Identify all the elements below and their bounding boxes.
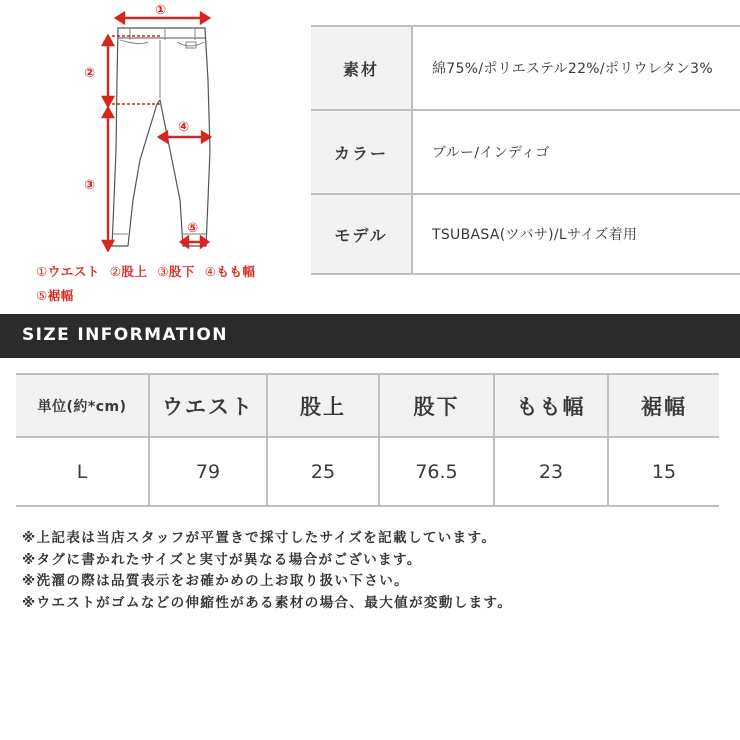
legend-item-thigh: ④もも幅 <box>204 264 256 279</box>
cell-hem: 15 <box>651 460 677 483</box>
header-unit: 単位(約*cm) <box>16 375 150 436</box>
spec-key-model: モデル <box>311 195 413 273</box>
size-information-banner <box>0 314 740 358</box>
header-thigh: もも幅 <box>495 375 609 436</box>
size-table <box>16 373 719 507</box>
diagram-legend-row2 <box>36 286 79 304</box>
pants-illustration <box>0 0 300 260</box>
cell-inseam: 76.5 <box>380 438 495 505</box>
pants-measurement-diagram <box>0 0 300 310</box>
marker-thigh: ④ <box>178 120 190 135</box>
note-line: ※タグに書かれたサイズと実寸が異なる場合がございます。 <box>22 551 422 568</box>
spec-key-material: 素材 <box>311 27 413 109</box>
note-line: ※上記表は当店スタッフが平置きで採寸したサイズを記載しています。 <box>22 530 497 546</box>
marker-hem: ⑤ <box>187 221 199 236</box>
diagram-legend-row1 <box>36 262 261 280</box>
cell-rise: 25 <box>268 438 380 505</box>
legend-item-rise: ②股上 <box>109 264 148 279</box>
spec-row-material <box>311 25 740 109</box>
cell-size: L <box>16 438 150 505</box>
cell-waist: 79 <box>150 438 268 505</box>
legend-item-waist: ①ウエスト <box>36 264 100 279</box>
cell-thigh: 23 <box>495 438 609 505</box>
header-rise: 股上 <box>268 375 380 436</box>
marker-waist: ① <box>155 3 167 18</box>
header-inseam: 股下 <box>380 375 495 436</box>
spec-value-color: ブルー/インディゴ <box>432 145 550 161</box>
product-spec-table <box>311 25 740 275</box>
spec-row-model <box>311 193 740 275</box>
note-line: ※洗濯の際は品質表示をお確かめの上お取り扱い下さい。 <box>22 573 410 589</box>
spec-value-model: TSUBASA(ツバサ)/Lサイズ着用 <box>432 227 638 243</box>
marker-rise: ② <box>84 66 96 81</box>
note-line: ※ウエストがゴムなどの伸縮性がある素材の場合、最大値が変動します。 <box>22 594 513 611</box>
spec-row-color <box>311 109 740 193</box>
table-row <box>16 438 719 505</box>
spec-key-color: カラー <box>311 111 413 193</box>
marker-inseam: ③ <box>84 178 96 193</box>
spec-value-material: 綿75%/ポリエステル22%/ポリウレタン3% <box>432 61 713 77</box>
header-waist: ウエスト <box>150 375 268 436</box>
size-notes <box>22 528 512 614</box>
size-table-header <box>16 375 719 438</box>
header-hem: 裾幅 <box>641 394 687 419</box>
legend-item-inseam: ③股下 <box>157 264 195 279</box>
legend-item-hem: ⑤裾幅 <box>36 288 74 303</box>
banner-title: SIZE INFORMATION <box>22 325 228 345</box>
